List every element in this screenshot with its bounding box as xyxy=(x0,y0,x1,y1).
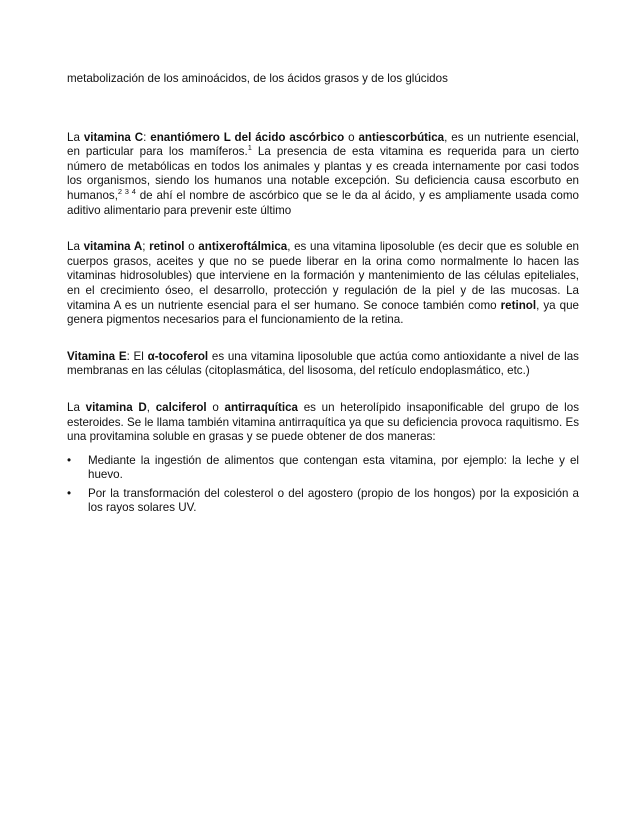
text-run: : El xyxy=(126,349,148,363)
list-item-text: Por la transformación del colesterol o del agostero (propio de los hongos) por la exposición a los rayos solares UV. xyxy=(88,486,579,515)
text-run: , es una vitamina liposoluble (es decir que es soluble en cuerpos grasos, aceites y que no se puede liberar en la orina como normalmente lo hacen las vitaminas hidrosolubles) que interviene en la formación y mantenimiento de las células epiteliales, en el crecimiento óseo, el desarrollo, protección y regulación de la piel y de las mucosas. La vitamina A es un nutriente esencial para el ser humano. Se conoce también como xyxy=(67,240,580,312)
term-vitamina-e: Vitamina E xyxy=(67,349,127,363)
bullet-icon: • xyxy=(67,453,72,467)
text-run: ; xyxy=(142,240,150,254)
list-item-text: Mediante la ingestión de alimentos que contengan esta vitamina, por ejemplo: la leche y el huevo. xyxy=(88,453,579,482)
text-run: es un heterolípido insaponificable del grupo de los esteroides. Se le llama también vitamina antirraquítica ya que su deficiencia provoca raquitismo. Es una provitamina soluble en grasas y se puede obtener de dos maneras: xyxy=(67,400,580,444)
bullet-list xyxy=(67,454,579,516)
vitamin-e-paragraph xyxy=(67,350,579,379)
vitamin-a-paragraph xyxy=(67,240,579,328)
vitamin-d-paragraph xyxy=(67,401,579,445)
term-antirraquitica: antirraquítica xyxy=(224,400,298,414)
term-alfa-tocoferol: α-tocoferol xyxy=(147,349,209,363)
text-run: , es un nutriente esencial, en particular para los mamíferos. xyxy=(67,130,580,159)
text-run: , ya que genera pigmentos necesarios para el funcionamiento de la retina. xyxy=(67,298,579,327)
text-run: es una vitamina liposoluble que actúa como antioxidante a nivel de las membranas en las células (citoplasmática, del lisosoma, del retículo endoplasmático, etc.) xyxy=(67,349,579,378)
footnote-ref: 1 xyxy=(247,143,252,153)
text-run: La xyxy=(67,130,84,144)
term-antixeroftalmica: antixeroftálmica xyxy=(198,240,288,254)
text-run: o xyxy=(184,240,199,254)
term-vitamina-d: vitamina D xyxy=(85,400,147,414)
text-run: o xyxy=(206,400,225,414)
vitamin-c-paragraph xyxy=(67,131,579,219)
text-run: , xyxy=(146,400,156,414)
bullet-icon: • xyxy=(67,486,72,500)
term-retinol: retinol xyxy=(149,240,185,254)
term-retinol: retinol xyxy=(500,298,537,312)
text-run: de ahí el nombre de ascórbico que se le da al ácido, y es ampliamente usada como aditivo alimentario para prevenir este último xyxy=(67,188,579,217)
list-item xyxy=(67,487,579,516)
footnote-ref: 2 3 4 xyxy=(117,186,136,196)
term-vitamina-a: vitamina A xyxy=(83,240,143,254)
term-calciferol: calciferol xyxy=(155,400,207,414)
text-run: La xyxy=(67,400,86,414)
text-run: La xyxy=(67,240,84,254)
text-run: : xyxy=(143,130,151,144)
intro-paragraph: metabolización de los aminoácidos, de los ácidos grasos y de los glúcidos xyxy=(67,72,448,85)
term-enantiomero: enantiómero L del ácido ascórbico xyxy=(150,130,345,144)
term-vitamina-c: vitamina C xyxy=(83,130,144,144)
list-item xyxy=(67,454,579,483)
text-run: La presencia de esta vitamina es requerida para un cierto número de metabólicas en todos los animales y plantas y es creada internamente por casi todos los organismos, siendo los humanos una notable excepción. Su deficiencia causa escorbuto en humanos, xyxy=(67,145,579,202)
term-antiescorbutica: antiescorbútica xyxy=(358,130,445,144)
text-run: o xyxy=(344,130,359,144)
